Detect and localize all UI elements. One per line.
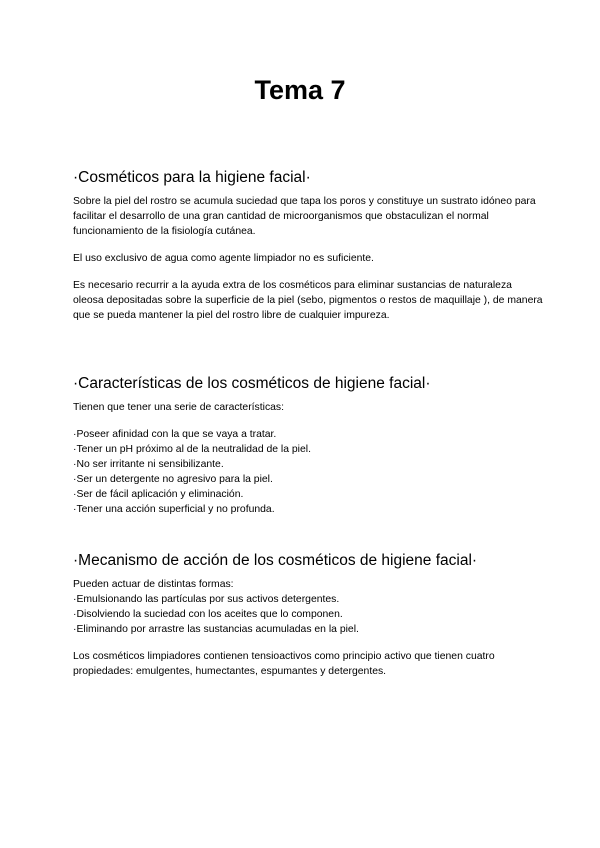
list-item: ·Tener un pH próximo al de la neutralidad de la piel. — [73, 444, 311, 455]
section-intro: Tienen que tener una serie de características: — [73, 402, 285, 413]
section-caracteristicas — [73, 374, 543, 517]
list-item: ·Disolviendo la suciedad con los aceites que lo componen. — [73, 609, 343, 620]
paragraph: Es necesario recurrir a la ayuda extra de los cosméticos para eliminar sustancias de naturaleza oleosa depositadas sobre la superficie de la piel (sebo, pigmentos o restos de maquillaje ), de manera que se pueda mantener la piel del rostro libre de cualquier impureza. — [73, 280, 543, 321]
list-item: ·Poseer afinidad con la que se vaya a tratar. — [73, 429, 277, 440]
section-heading: ·Mecanismo de acción de los cosméticos de higiene facial· — [73, 552, 478, 569]
page-title: Tema 7 — [254, 75, 346, 105]
characteristics-list — [73, 427, 543, 517]
section-intro: Pueden actuar de distintas formas: — [73, 579, 234, 590]
list-item: ·Tener una acción superficial y no profunda. — [73, 504, 275, 515]
list-item: ·Emulsionando las partículas por sus activos detergentes. — [73, 594, 340, 605]
section-heading: ·Características de los cosméticos de higiene facial· — [73, 375, 431, 392]
section-heading: ·Cosméticos para la higiene facial· — [73, 169, 311, 186]
list-item: ·Ser de fácil aplicación y eliminación. — [73, 489, 244, 500]
list-item: ·No ser irritante ni sensibilizante. — [73, 459, 224, 470]
paragraph: Los cosméticos limpiadores contienen tensioactivos como principio activo que tienen cuatro propiedades: emulgentes, humectantes, espumantes y detergentes. — [73, 651, 495, 677]
section-mecanismo-accion — [73, 551, 543, 679]
paragraph: El uso exclusivo de agua como agente limpiador no es suficiente. — [73, 253, 374, 264]
mechanism-list — [73, 592, 543, 637]
section-cosmeticos-higiene-facial — [73, 168, 543, 323]
list-item: ·Eliminando por arrastre las sustancias acumuladas en la piel. — [73, 624, 359, 635]
paragraph: Sobre la piel del rostro se acumula suciedad que tapa los poros y constituye un sustrato idóneo para facilitar el desarrollo de una gran cantidad de microorganismos que obstaculizan el normal funcionamiento de la fisiología cutánea. — [73, 196, 536, 237]
list-item: ·Ser un detergente no agresivo para la piel. — [73, 474, 273, 485]
